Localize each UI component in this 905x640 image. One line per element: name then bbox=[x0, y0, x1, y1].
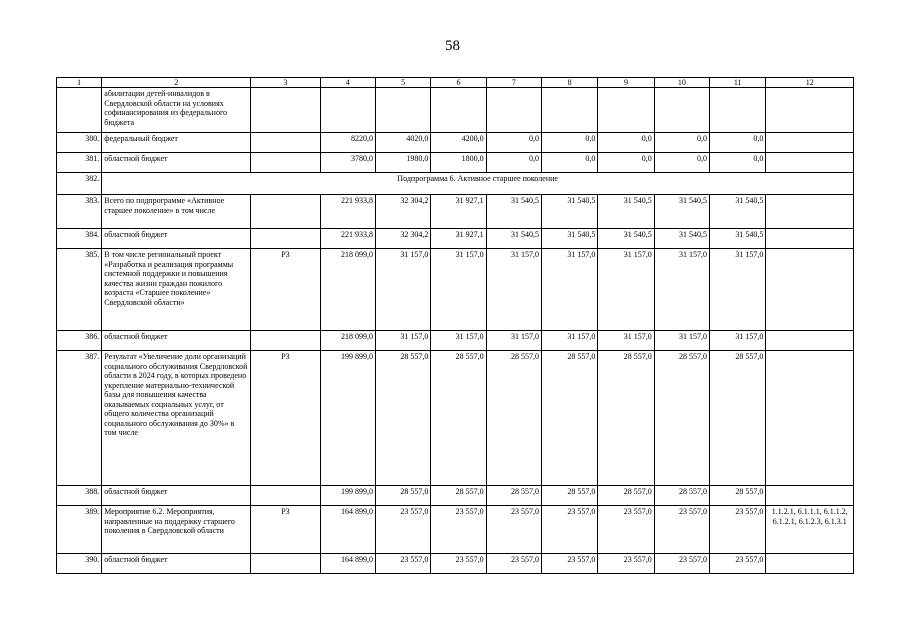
table-row bbox=[57, 249, 854, 331]
column-header: 10 bbox=[654, 78, 709, 88]
column-header: 3 bbox=[251, 78, 320, 88]
table-row bbox=[57, 486, 854, 506]
row-number: 384. bbox=[57, 229, 102, 249]
table-row bbox=[57, 351, 854, 486]
value-cell: 28 557,0 bbox=[542, 486, 598, 506]
value-cell: 23 557,0 bbox=[654, 554, 709, 574]
row-name: В том числе региональный проект «Разработка и реализация программы системной поддержки и повышения качества жизни граждан пожилого возраста «Старшее поколение» Свердловской области» bbox=[102, 249, 251, 331]
column-header: 5 bbox=[375, 78, 430, 88]
value-cell: 28 557,0 bbox=[710, 351, 766, 486]
value-cell: 28 557,0 bbox=[431, 351, 486, 486]
value-cell bbox=[654, 88, 709, 133]
row-note bbox=[766, 554, 854, 574]
page-number: 58 bbox=[445, 38, 460, 54]
column-header: 8 bbox=[542, 78, 598, 88]
row-note bbox=[766, 195, 854, 229]
row-number: 383. bbox=[57, 195, 102, 229]
value-cell: 0,0 bbox=[710, 133, 766, 153]
value-cell: 23 557,0 bbox=[486, 506, 541, 554]
value-cell: 31 540,5 bbox=[598, 195, 654, 229]
value-cell: 23 557,0 bbox=[375, 506, 430, 554]
row-code bbox=[251, 133, 320, 153]
value-cell: 23 557,0 bbox=[598, 506, 654, 554]
value-cell: 0,0 bbox=[654, 153, 709, 173]
value-cell: 23 557,0 bbox=[486, 554, 541, 574]
value-cell: 0,0 bbox=[542, 133, 598, 153]
value-cell: 31 540,5 bbox=[486, 195, 541, 229]
table-body bbox=[57, 88, 854, 574]
value-cell: 31 540,5 bbox=[710, 229, 766, 249]
value-cell: 4200,0 bbox=[431, 133, 486, 153]
header-row bbox=[57, 78, 854, 88]
column-header: 2 bbox=[102, 78, 251, 88]
value-cell: 218 099,0 bbox=[320, 331, 375, 351]
row-name: федеральный бюджет bbox=[102, 133, 251, 153]
value-cell bbox=[542, 88, 598, 133]
table-row bbox=[57, 229, 854, 249]
value-cell: 0,0 bbox=[654, 133, 709, 153]
value-cell: 28 557,0 bbox=[375, 351, 430, 486]
value-cell: 28 557,0 bbox=[654, 486, 709, 506]
value-cell: 32 304,2 bbox=[375, 229, 430, 249]
value-cell: 31 540,5 bbox=[598, 229, 654, 249]
value-cell: 28 557,0 bbox=[710, 486, 766, 506]
value-cell: 31 157,0 bbox=[710, 249, 766, 331]
section-row bbox=[57, 173, 854, 195]
value-cell: 199 899,0 bbox=[320, 486, 375, 506]
row-name: областной бюджет bbox=[102, 229, 251, 249]
budget-table bbox=[56, 77, 854, 574]
value-cell bbox=[598, 88, 654, 133]
value-cell: 0,0 bbox=[486, 153, 541, 173]
value-cell: 28 557,0 bbox=[375, 486, 430, 506]
value-cell: 164 899,0 bbox=[320, 554, 375, 574]
value-cell: 31 540,5 bbox=[710, 195, 766, 229]
table-row bbox=[57, 195, 854, 229]
value-cell: 8220,0 bbox=[320, 133, 375, 153]
value-cell: 3780,0 bbox=[320, 153, 375, 173]
row-code bbox=[251, 153, 320, 173]
column-header: 6 bbox=[431, 78, 486, 88]
row-name: областной бюджет bbox=[102, 331, 251, 351]
table-row bbox=[57, 554, 854, 574]
column-header: 11 bbox=[710, 78, 766, 88]
row-number: 380. bbox=[57, 133, 102, 153]
table-row bbox=[57, 88, 854, 133]
value-cell: 31 927,1 bbox=[431, 195, 486, 229]
value-cell: 23 557,0 bbox=[375, 554, 430, 574]
value-cell: 4020,0 bbox=[375, 133, 430, 153]
value-cell: 164 899,0 bbox=[320, 506, 375, 554]
table-row bbox=[57, 133, 854, 153]
row-code: Р3 bbox=[251, 506, 320, 554]
value-cell: 1800,0 bbox=[431, 153, 486, 173]
row-name: Результат «Увеличение доли организаций социального обслуживания Свердловской области в 2024 году, в которых проведено укрепление материально-технической базы для повышения качества оказываемых социальных услуг, от общего количества организаций социального обслуживания до 30%» в том числе bbox=[102, 351, 251, 486]
table-row bbox=[57, 153, 854, 173]
value-cell: 31 157,0 bbox=[598, 331, 654, 351]
row-number: 390. bbox=[57, 554, 102, 574]
value-cell: 23 557,0 bbox=[431, 506, 486, 554]
value-cell: 28 557,0 bbox=[598, 486, 654, 506]
value-cell: 31 157,0 bbox=[654, 249, 709, 331]
value-cell: 31 540,5 bbox=[654, 195, 709, 229]
value-cell: 28 557,0 bbox=[486, 351, 541, 486]
row-code: Р3 bbox=[251, 249, 320, 331]
value-cell: 23 557,0 bbox=[542, 554, 598, 574]
value-cell: 31 540,5 bbox=[542, 195, 598, 229]
table-row bbox=[57, 331, 854, 351]
value-cell: 23 557,0 bbox=[431, 554, 486, 574]
value-cell: 31 157,0 bbox=[710, 331, 766, 351]
value-cell: 0,0 bbox=[542, 153, 598, 173]
value-cell: 221 933,8 bbox=[320, 229, 375, 249]
value-cell: 31 157,0 bbox=[431, 249, 486, 331]
row-name: областной бюджет bbox=[102, 486, 251, 506]
row-code bbox=[251, 195, 320, 229]
row-code bbox=[251, 229, 320, 249]
row-name: абилитации детей-инвалидов в Свердловской области на условиях софинансирования из федерального бюджета bbox=[102, 88, 251, 133]
column-header: 7 bbox=[486, 78, 541, 88]
row-number bbox=[57, 88, 102, 133]
value-cell: 0,0 bbox=[710, 153, 766, 173]
value-cell: 221 933,8 bbox=[320, 195, 375, 229]
row-number: 387. bbox=[57, 351, 102, 486]
section-title: Подпрограмма 6. Активное старшее поколение bbox=[102, 173, 854, 195]
value-cell: 23 557,0 bbox=[598, 554, 654, 574]
value-cell: 31 157,0 bbox=[375, 249, 430, 331]
value-cell: 31 157,0 bbox=[375, 331, 430, 351]
value-cell: 28 557,0 bbox=[654, 351, 709, 486]
value-cell: 31 157,0 bbox=[486, 331, 541, 351]
row-name: областной бюджет bbox=[102, 554, 251, 574]
row-note bbox=[766, 486, 854, 506]
value-cell: 218 099,0 bbox=[320, 249, 375, 331]
value-cell: 31 927,1 bbox=[431, 229, 486, 249]
column-header: 12 bbox=[766, 78, 854, 88]
value-cell bbox=[710, 88, 766, 133]
value-cell: 31 157,0 bbox=[542, 249, 598, 331]
row-note: 1.1.2.1, 6.1.1.1, 6.1.1.2, 6.1.2.1, 6.1.2.3, 6.1.3.1 bbox=[766, 506, 854, 554]
value-cell: 32 304,2 bbox=[375, 195, 430, 229]
table-row bbox=[57, 506, 854, 554]
value-cell: 0,0 bbox=[598, 153, 654, 173]
value-cell: 0,0 bbox=[598, 133, 654, 153]
value-cell: 31 157,0 bbox=[654, 331, 709, 351]
value-cell bbox=[375, 88, 430, 133]
value-cell: 28 557,0 bbox=[486, 486, 541, 506]
value-cell: 31 540,5 bbox=[654, 229, 709, 249]
value-cell: 28 557,0 bbox=[542, 351, 598, 486]
column-header: 4 bbox=[320, 78, 375, 88]
row-number: 381. bbox=[57, 153, 102, 173]
row-code bbox=[251, 486, 320, 506]
row-number: 386. bbox=[57, 331, 102, 351]
value-cell: 31 157,0 bbox=[431, 331, 486, 351]
row-note bbox=[766, 229, 854, 249]
row-number: 385. bbox=[57, 249, 102, 331]
value-cell: 31 540,5 bbox=[486, 229, 541, 249]
row-name: областной бюджет bbox=[102, 153, 251, 173]
value-cell bbox=[320, 88, 375, 133]
value-cell bbox=[431, 88, 486, 133]
value-cell: 1980,0 bbox=[375, 153, 430, 173]
value-cell: 23 557,0 bbox=[654, 506, 709, 554]
value-cell bbox=[486, 88, 541, 133]
row-note bbox=[766, 351, 854, 486]
value-cell: 31 157,0 bbox=[598, 249, 654, 331]
row-number: 389. bbox=[57, 506, 102, 554]
value-cell: 0,0 bbox=[486, 133, 541, 153]
row-name: Всего по подпрограмме «Активное старшее поколение» в том числе bbox=[102, 195, 251, 229]
row-name: Мероприятие 6.2. Мероприятия, направленные на поддержку старшего поколения в Свердловской области bbox=[102, 506, 251, 554]
value-cell: 23 557,0 bbox=[710, 554, 766, 574]
row-number: 382. bbox=[57, 173, 102, 195]
value-cell: 23 557,0 bbox=[710, 506, 766, 554]
value-cell: 28 557,0 bbox=[431, 486, 486, 506]
column-header: 1 bbox=[57, 78, 102, 88]
row-code: Р3 bbox=[251, 351, 320, 486]
column-header: 9 bbox=[598, 78, 654, 88]
row-note bbox=[766, 133, 854, 153]
value-cell: 31 157,0 bbox=[542, 331, 598, 351]
value-cell: 23 557,0 bbox=[542, 506, 598, 554]
value-cell: 199 899,0 bbox=[320, 351, 375, 486]
row-note bbox=[766, 153, 854, 173]
row-note bbox=[766, 88, 854, 133]
row-note bbox=[766, 331, 854, 351]
row-code bbox=[251, 331, 320, 351]
value-cell: 31 540,5 bbox=[542, 229, 598, 249]
row-note bbox=[766, 249, 854, 331]
value-cell: 31 157,0 bbox=[486, 249, 541, 331]
row-code bbox=[251, 88, 320, 133]
row-code bbox=[251, 554, 320, 574]
row-number: 388. bbox=[57, 486, 102, 506]
value-cell: 28 557,0 bbox=[598, 351, 654, 486]
